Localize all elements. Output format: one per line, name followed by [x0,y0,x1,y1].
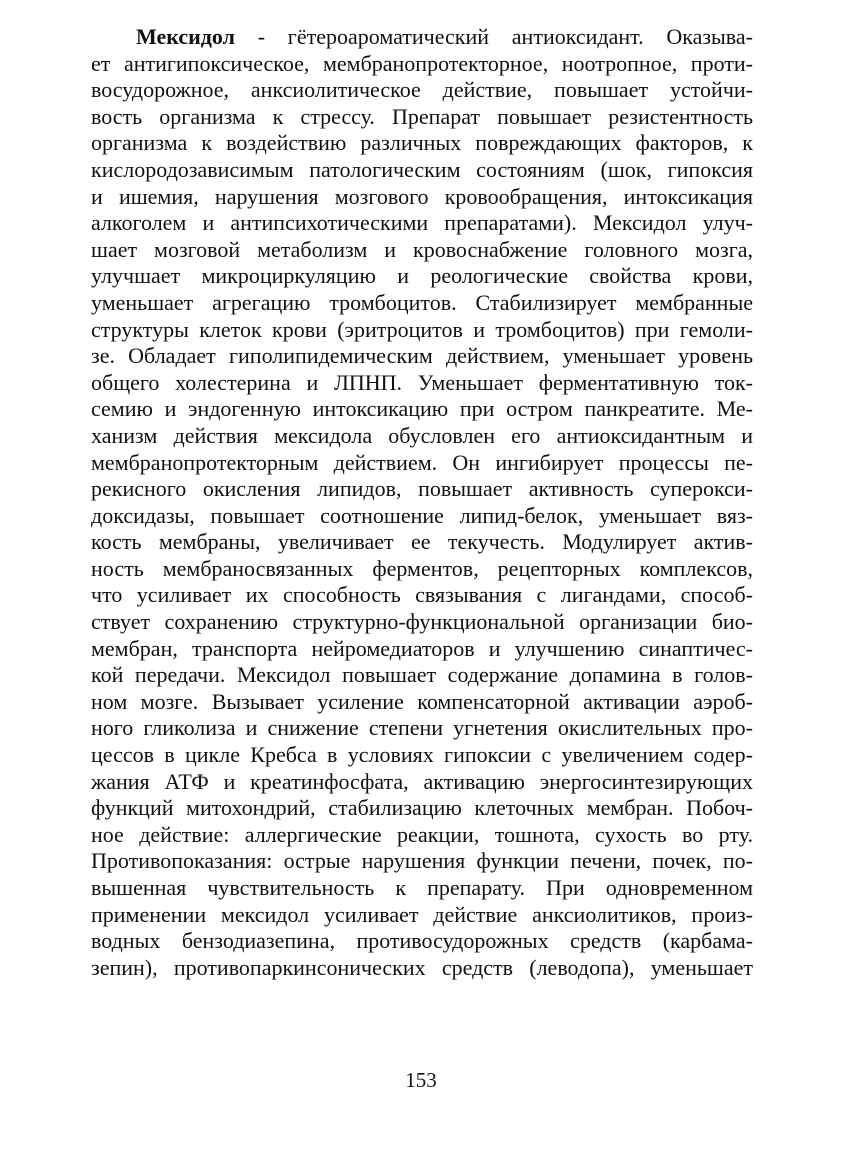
paragraph-line: рекисного окисления липидов, повышает активность суперокси- [91,476,753,502]
page-number: 153 [405,1068,437,1092]
paragraph-line: зепин), противопаркинсонических средств (леводопа), уменьшает [91,954,753,980]
body-paragraph [91,24,753,981]
paragraph-line: ном мозге. Вызывает усиление компенсаторной активации аэроб- [91,688,753,714]
paragraph-line: кислородозависимым патологическим состояниям (шок, гипоксия [91,156,753,182]
paragraph-line: вость организма к стрессу. Препарат повышает резистентность [91,103,753,129]
paragraph-line: ного гликолиза и снижение степени угнетения окислительных про- [91,715,753,741]
paragraph-line: зе. Обладает гиполипидемическим действием, уменьшает уровень [91,343,753,369]
paragraph-line: кость мембраны, увеличивает ее текучесть. Модулирует актив- [91,529,753,555]
paragraph-line: ствует сохранению структурно-функциональной организации био- [91,609,753,635]
paragraph-line: функций митохондрий, стабилизацию клеточных мембран. Побоч- [91,795,753,821]
paragraph-line: водных бензодиазепина, противосудорожных средств (карбама- [91,928,753,954]
paragraph-line: алкоголем и антипсихотическими препаратами). Мексидол улуч- [91,210,753,236]
paragraph-line: ное действие: аллергические реакции, тошнота, сухость во рту. [91,821,753,847]
paragraph-line: ханизм действия мексидола обусловлен его антиоксидантным и [91,422,753,448]
paragraph-line: структуры клеток крови (эритроцитов и тромбоцитов) при гемоли- [91,316,753,342]
paragraph-line-first-rest: - гётероароматический антиоксидант. Оказыва- [235,24,753,49]
paragraph-line-first [91,24,753,51]
paragraph-line: мембран, транспорта нейромедиаторов и улучшению синаптичес- [91,635,753,661]
paragraph-line: семию и эндогенную интоксикацию при остром панкреатите. Ме- [91,396,753,422]
paragraph-line: применении мексидол усиливает действие анксиолитиков, произ- [91,901,753,927]
paragraph-line: организма к воздействию различных повреждающих факторов, к [91,130,753,156]
paragraph-line: доксидазы, повышает соотношение липид-белок, уменьшает вяз- [91,502,753,528]
paragraph-line: и ишемия, нарушения мозгового кровообращения, интоксикация [91,183,753,209]
paragraph-line: общего холестерина и ЛПНП. Уменьшает ферментативную ток- [91,369,753,395]
paragraph-line: что усиливает их способность связывания с лигандами, способ- [91,582,753,608]
paragraph-line: шает мозговой метаболизм и кровоснабжение головного мозга, [91,236,753,262]
paragraph-line: ность мембраносвязанных ферментов, рецепторных комплексов, [91,555,753,581]
paragraph-line: цессов в цикле Кребса в условиях гипоксии с увеличением содер- [91,742,753,768]
paragraph-line: уменьшает агрегацию тромбоцитов. Стабилизирует мембранные [91,289,753,315]
paragraph-line: кой передачи. Мексидол повышает содержание допамина в голов- [91,662,753,688]
paragraph-line: улучшает микроциркуляцию и реологические свойства крови, [91,263,753,289]
paragraph-line: Противопоказания: острые нарушения функции печени, почек, по- [91,848,753,874]
drug-name-term: Мексидол [136,24,235,49]
paragraph-line: восудорожное, анксиолитическое действие, повышает устойчи- [91,77,753,103]
paragraph-line: жания АТФ и креатинфосфата, активацию энергосинтезирующих [91,768,753,794]
paragraph-line: ет антигипоксическое, мембранопротекторное, ноотропное, проти- [91,50,753,76]
paragraph-line: мембранопротекторным действием. Он ингибирует процессы пе- [91,449,753,475]
paragraph-line: вышенная чувствительность к препарату. При одновременном [91,875,753,900]
